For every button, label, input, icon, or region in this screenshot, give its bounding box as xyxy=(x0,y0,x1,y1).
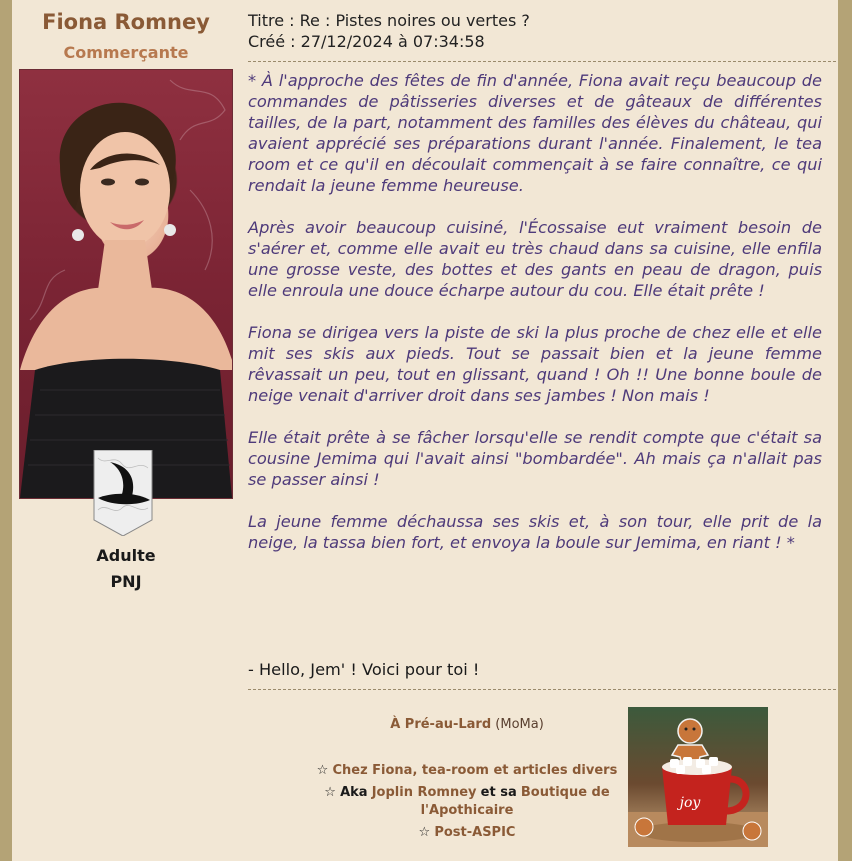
post-created-date: Créé : 27/12/2024 à 07:34:58 xyxy=(248,32,485,51)
signature-aka xyxy=(312,784,622,820)
age-tag: Adulte xyxy=(96,546,156,565)
message-paragraph: * À l'approche des fêtes de fin d'année, Fiona avait reçu beaucoup de commandes de pâtisseries diverses et de gâteaux de différentes tailles, de la part, notamment des familles des élèves du château, qui avaient apprécié ses préparations durant l'année. Finalement, le tea room et ce qu'il en découlait commençait à se faire connaître, ce qui rendait la jeune femme heureuse. xyxy=(248,71,822,195)
mug-caption: joy xyxy=(679,795,701,811)
forum-post xyxy=(12,0,838,861)
aka-prefix: Aka xyxy=(340,785,368,800)
witch-hat-icon xyxy=(92,450,154,536)
aka-middle: et sa xyxy=(480,785,517,800)
role-tag: PNJ xyxy=(110,572,142,591)
aka-shop-link[interactable]: Boutique de l'Apothicaire xyxy=(420,785,610,818)
author-rank: Commerçante xyxy=(63,43,189,62)
signature-location xyxy=(312,716,622,734)
post-message xyxy=(248,70,822,574)
post-title: Titre : Re : Pistes noires ou vertes ? xyxy=(248,11,530,30)
signature-post-aspic xyxy=(312,824,622,842)
signature-image xyxy=(628,707,768,847)
message-paragraph: Elle était prête à se fâcher lorsqu'elle se rendit compte que c'était sa cousine Jemima qui l'avait ainsi "bombardée". Ah mais ça n'allait pas se passer ainsi ! xyxy=(248,428,822,489)
aka-character-link[interactable]: Joplin Romney xyxy=(371,785,477,800)
post-aspic-link[interactable]: Post-ASPIC xyxy=(434,825,516,840)
post-dialogue: - Hello, Jem' ! Voici pour toi ! xyxy=(248,660,480,679)
meta-divider xyxy=(248,61,836,62)
message-paragraph: Après avoir beaucoup cuisiné, l'Écossaise eut vraiment besoin de s'aérer et, comme elle avait eu très chaud dans sa cuisine, elle enfila une grosse veste, des bottes et des gants en peau de dragon, puis elle enroula une douce écharpe autour du cou. Elle était prête ! xyxy=(248,218,822,300)
signature xyxy=(248,700,836,860)
post-meta xyxy=(248,10,836,52)
message-paragraph: Fiona se dirigea vers la piste de ski la plus proche de chez elle et elle mit ses skis aux pieds. Tout se passait bien et la jeune femme rêvassait un peu, tout en glissant, quand ! Oh !! Une bonne boule de neige venait d'arriver droit dans ses jambes ! Non mais ! xyxy=(248,323,822,405)
author-avatar xyxy=(19,69,233,499)
signature-shop xyxy=(312,762,622,780)
signature-divider xyxy=(248,689,836,690)
star-icon: ☆ xyxy=(418,825,431,840)
location-note: (MoMa) xyxy=(495,717,544,732)
location-link[interactable]: À Pré-au-Lard xyxy=(390,717,492,732)
author-name-link[interactable]: Fiona Romney xyxy=(42,10,210,34)
star-icon: ☆ xyxy=(316,763,329,778)
shop-link[interactable]: Chez Fiona, tea-room et articles divers xyxy=(332,763,618,778)
star-icon: ☆ xyxy=(324,785,336,800)
message-paragraph: La jeune femme déchaussa ses skis et, à son tour, elle prit de la neige, la tassa bien fort, et envoya la boule sur Jemima, en riant ! * xyxy=(248,512,822,552)
